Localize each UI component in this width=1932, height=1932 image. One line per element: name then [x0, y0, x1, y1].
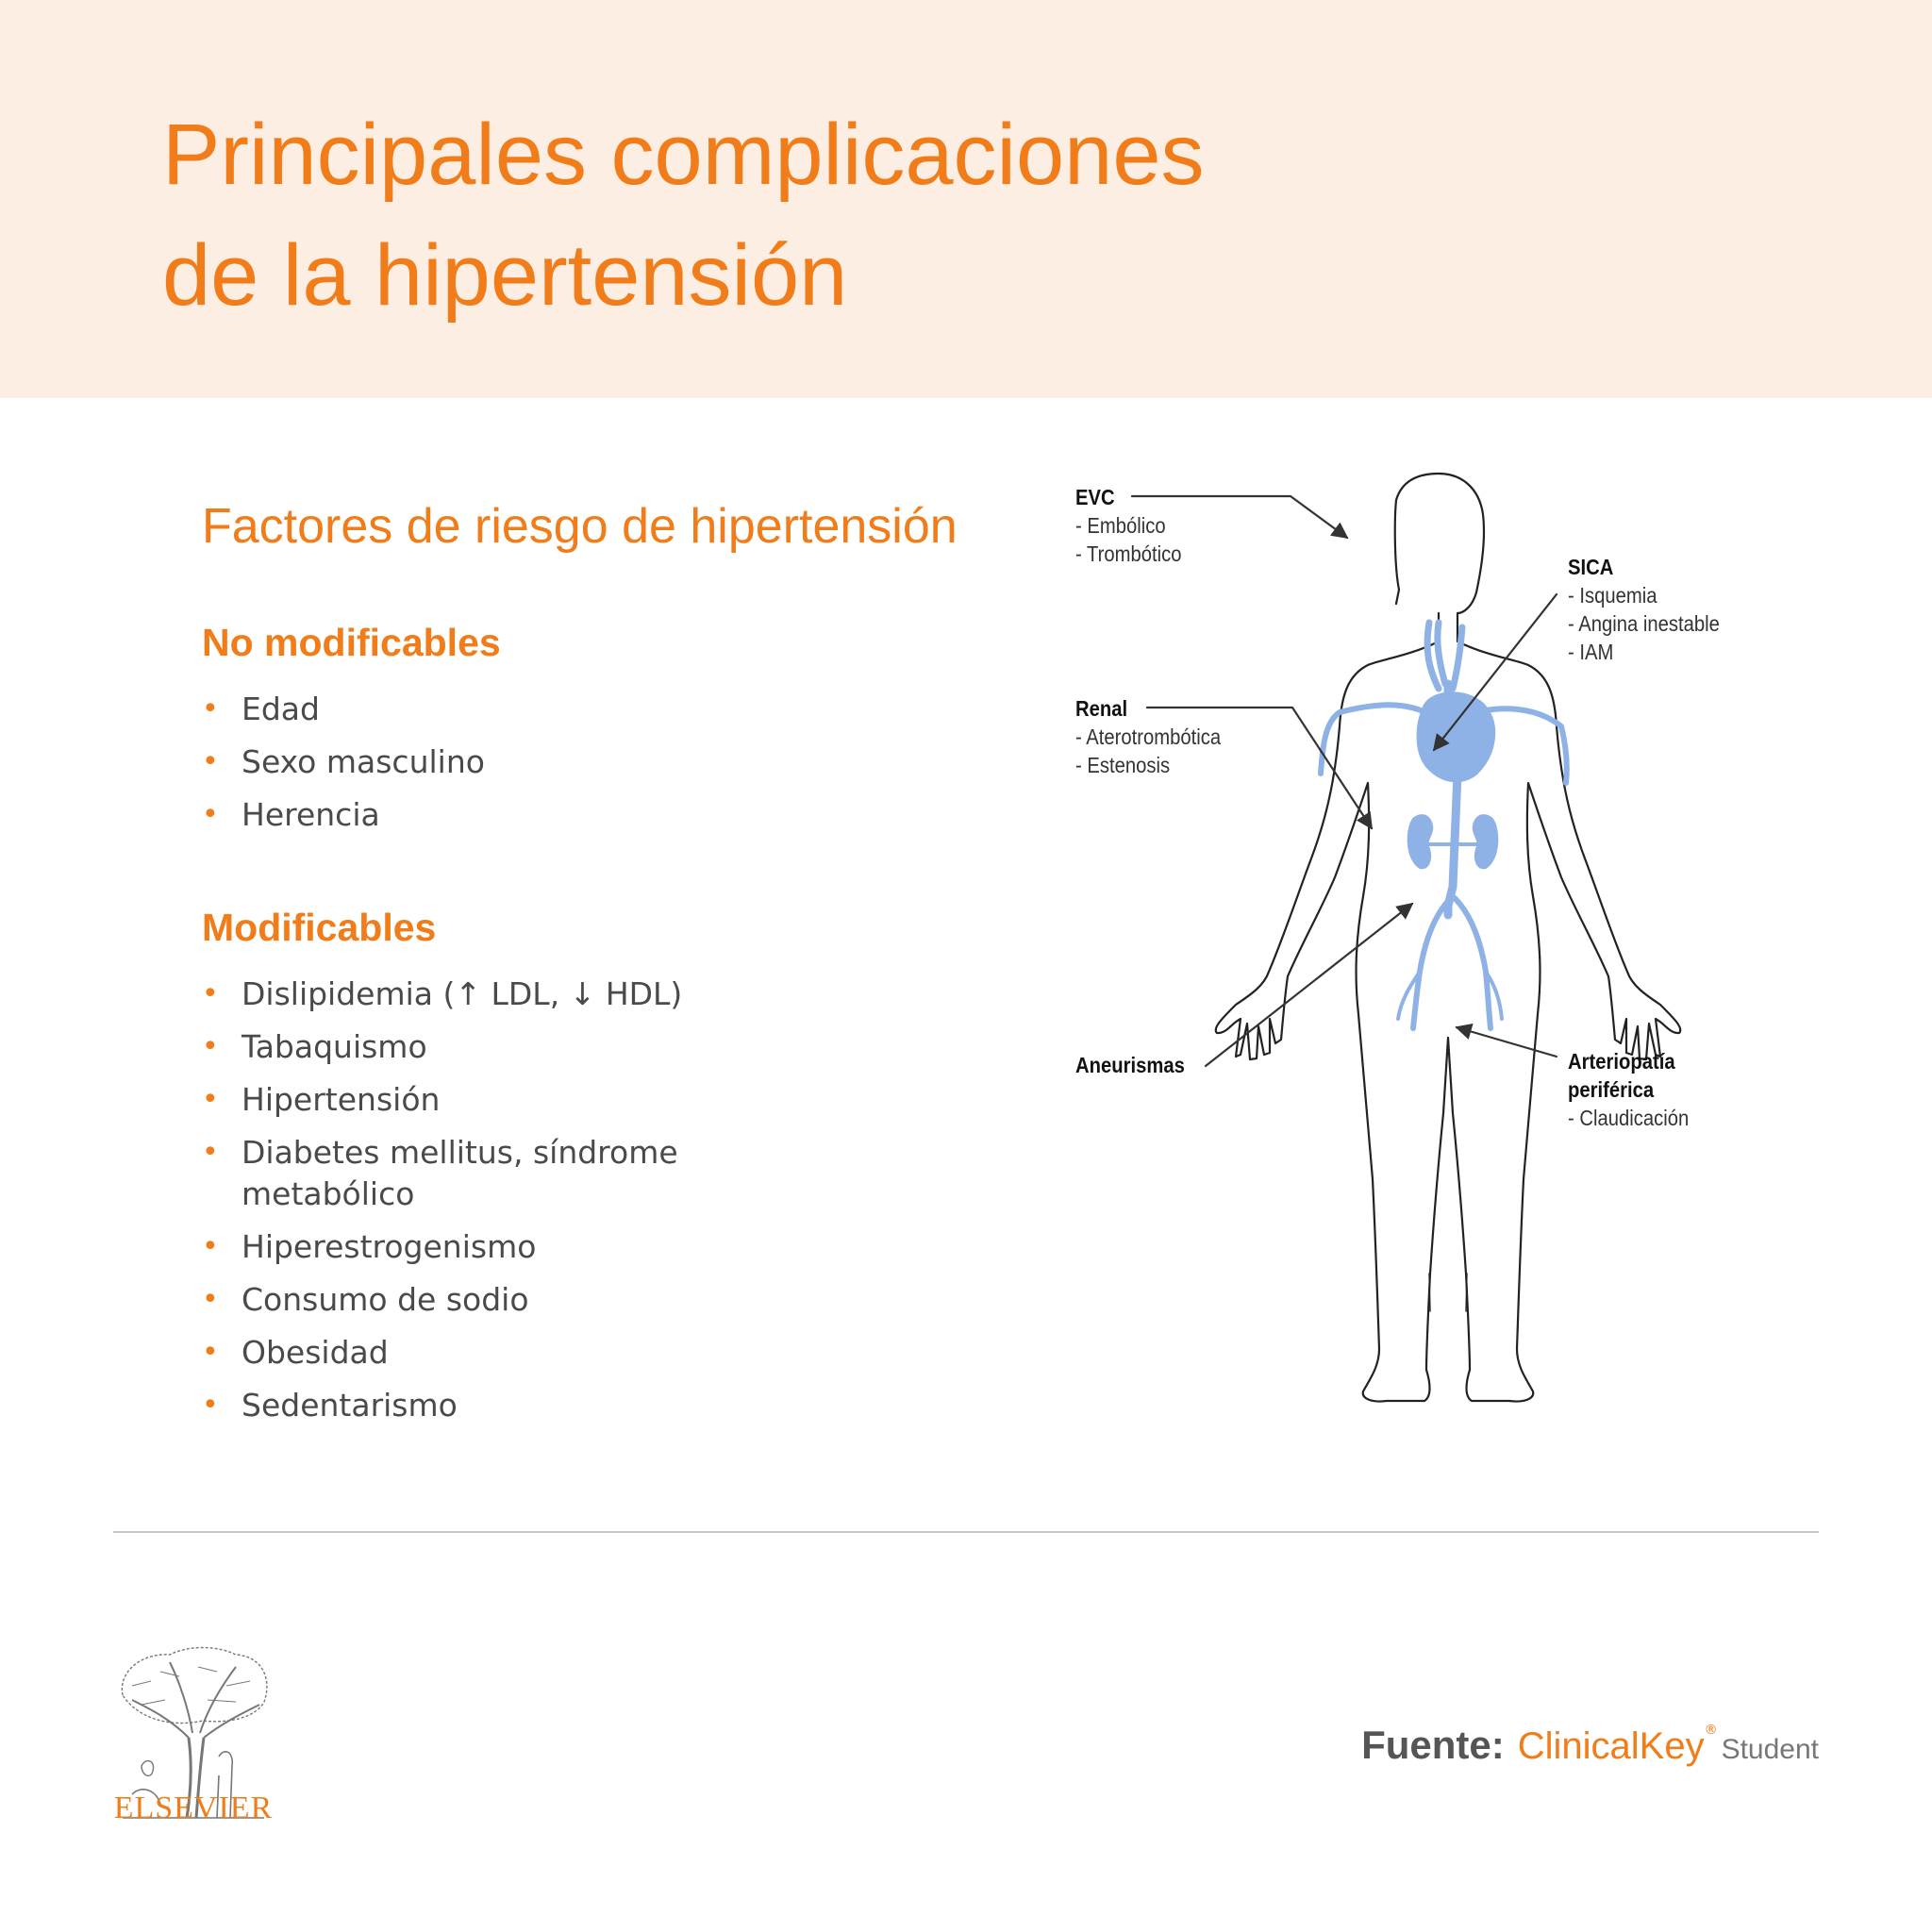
label-evc-title: EVC	[1075, 485, 1115, 509]
list-item: • Sexo masculino	[202, 741, 730, 783]
label-renal	[1075, 694, 1221, 779]
list-item: • Obesidad	[202, 1332, 730, 1374]
elsevier-logo-text: ELSEVIER	[113, 1790, 274, 1825]
registered-mark: ®	[1704, 1723, 1718, 1738]
blood-vessels	[1321, 623, 1567, 1028]
label-arteriopatia-item: - Claudicación	[1568, 1106, 1690, 1130]
label-sica-item: - IAM	[1568, 640, 1614, 664]
label-evc	[1075, 483, 1181, 568]
label-arteriopatia-title-2: periférica	[1568, 1077, 1655, 1102]
non-modifiable-title: No modificables	[202, 621, 501, 664]
source-label: Fuente:	[1361, 1723, 1505, 1767]
list-item: • Consumo de sodio	[202, 1279, 730, 1321]
label-arteriopatia-title-1: Arteriopatía	[1568, 1049, 1675, 1074]
label-evc-item: - Embólico	[1075, 513, 1166, 538]
label-sica-item: - Isquemia	[1568, 583, 1657, 608]
list-item: • Sedentarismo	[202, 1385, 730, 1426]
source-credit	[1361, 1723, 1819, 1768]
list-item: • Edad	[202, 689, 730, 730]
list-item: • Diabetes mellitus, síndrome metabólico	[202, 1132, 730, 1215]
label-renal-title: Renal	[1075, 696, 1128, 721]
list-item: • Herencia	[202, 794, 730, 836]
label-renal-item: - Aterotrombótica	[1075, 724, 1222, 749]
label-sica-title: SICA	[1568, 555, 1614, 579]
non-modifiable-list	[202, 689, 730, 836]
body-diagram	[1057, 462, 1811, 1462]
page-title-line-1: Principales complicaciones	[162, 107, 1205, 203]
label-aneurismas	[1075, 1051, 1185, 1079]
label-sica	[1568, 553, 1720, 666]
label-arteriopatia	[1568, 1047, 1689, 1132]
list-item: • Dislipidemia (↑ LDL, ↓ HDL)	[202, 974, 730, 1015]
page-title-line-2: de la hipertensión	[162, 227, 848, 324]
modifiable-title: Modificables	[202, 906, 437, 949]
divider	[113, 1531, 1819, 1533]
page-title	[162, 94, 1205, 336]
risk-factors-title: Factores de riesgo de hipertensión	[202, 499, 958, 554]
heart	[1418, 693, 1494, 781]
list-item: • Hiperestrogenismo	[202, 1226, 730, 1268]
source-suffix: Student	[1721, 1734, 1819, 1765]
modifiable-list	[202, 974, 730, 1426]
label-renal-item: - Estenosis	[1075, 753, 1171, 777]
label-sica-item: - Angina inestable	[1568, 611, 1720, 636]
list-item: • Hipertensión	[202, 1079, 730, 1121]
label-aneurismas-title: Aneurismas	[1075, 1053, 1185, 1077]
header-banner	[0, 0, 1932, 398]
list-item: • Tabaquismo	[202, 1026, 730, 1068]
source-brand: ClinicalKey	[1517, 1725, 1705, 1767]
label-evc-item: - Trombótico	[1075, 541, 1182, 566]
